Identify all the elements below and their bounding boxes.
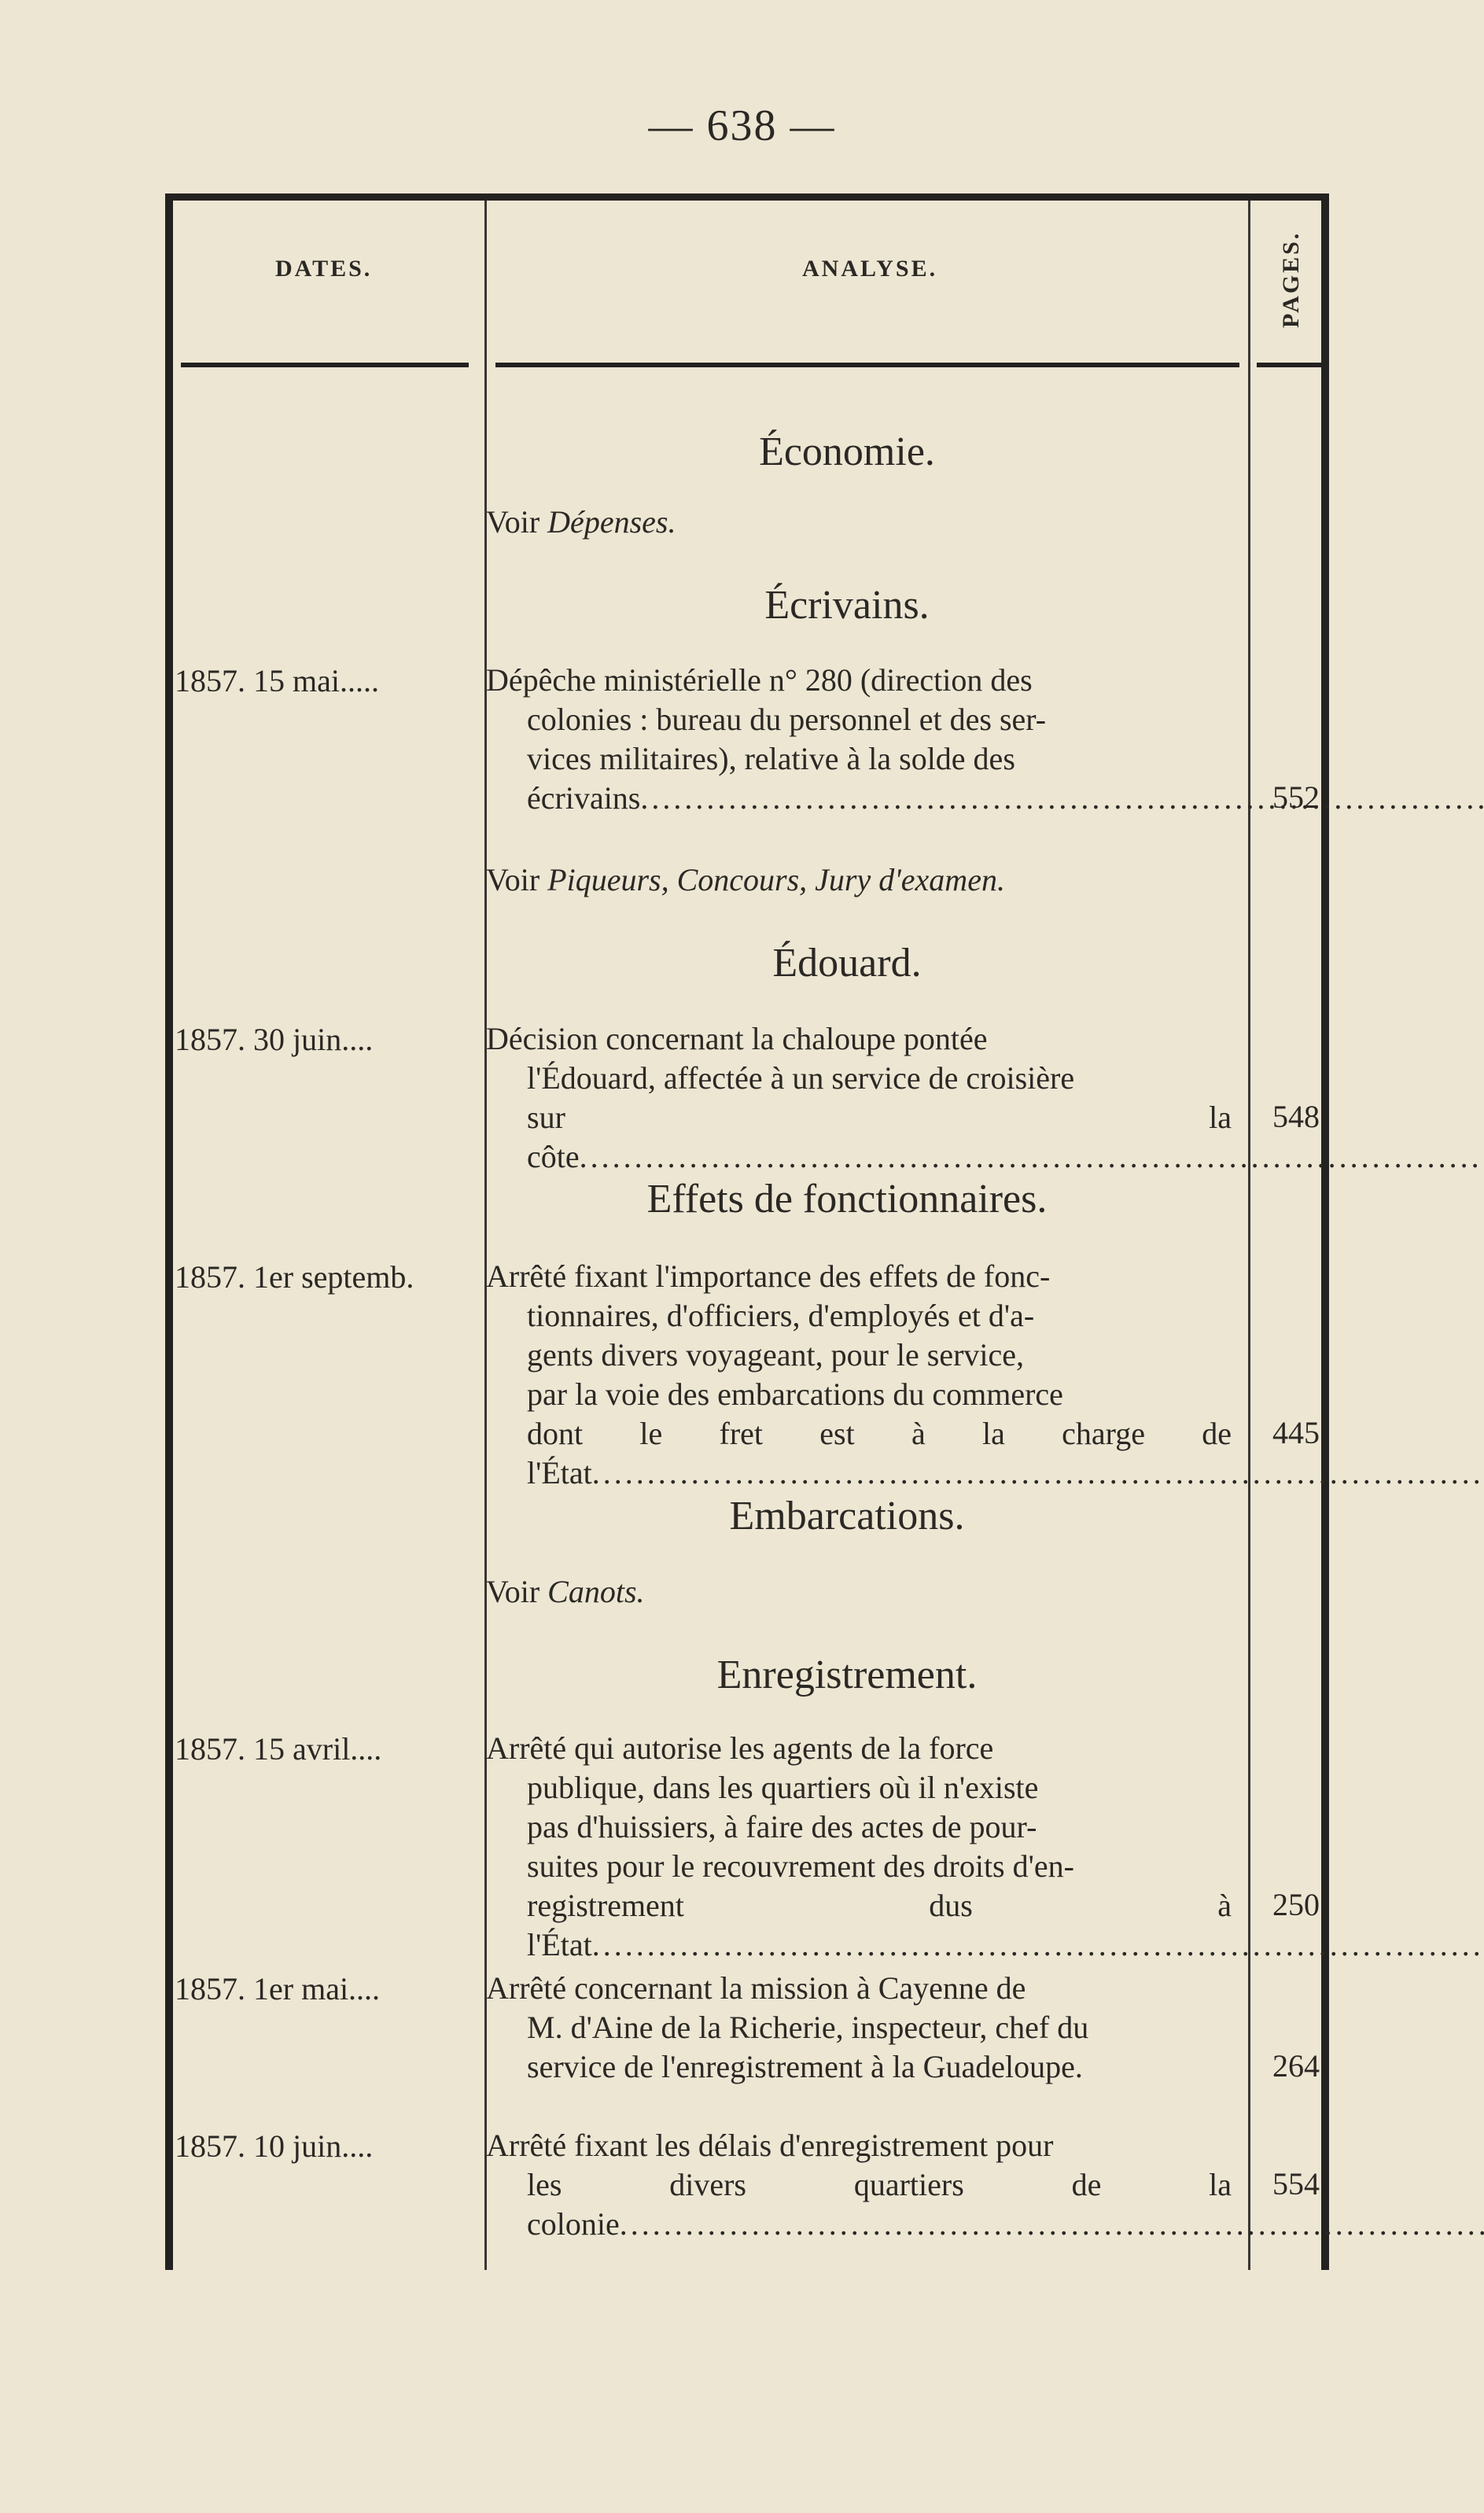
entry-page: 552 <box>1272 779 1320 815</box>
column-header-analyse: ANALYSE. <box>802 256 938 282</box>
entry-analysis: Décision concernant la chaloupe pontée l'Édouard, affectée à un service de croisière sur la côte..... <box>486 1019 1232 1177</box>
entry-page: 445 <box>1272 1415 1320 1450</box>
entry-date: 1857. 30 juin.... <box>175 1022 374 1057</box>
column-header-dates: DATES. <box>275 256 373 282</box>
entry-analysis: Arrêté fixant les délais d'enregistrement pour les divers quartiers de la colonie..... <box>486 2126 1232 2244</box>
section-heading-edouard: Édouard. <box>772 941 922 986</box>
entry-date: 1857. 10 juin.... <box>175 2128 374 2164</box>
entry-date: 1857. 1er septemb. <box>175 1259 414 1295</box>
entry-analysis: Arrêté qui autorise les agents de la force publique, dans les quartiers où il n'existe pas d'huissiers, à faire des actes de pour- suites pour le recouvrement des droits d'en- registrement dus à l'État..... <box>486 1729 1232 1965</box>
section-heading-embarcations: Embarcations. <box>729 1494 965 1538</box>
page-number: — 638 — <box>648 101 836 150</box>
entry-date: 1857. 15 avril.... <box>175 1731 382 1767</box>
section-heading-economie: Économie. <box>759 429 935 474</box>
entry-analysis: Arrêté fixant l'importance des effets de fonc- tionnaires, d'officiers, d'employés et d'a- gents divers voyageant, pour le service, par la voie des embarcations du commerce dont le fret est à la charge de l'État..... <box>486 1257 1232 1493</box>
header-rule <box>495 363 1239 367</box>
section-heading-effets: Effets de fonctionnaires. <box>646 1177 1048 1221</box>
entry-analysis: Dépêche ministérielle n° 280 (direction des colonies : bureau du personnel et des ser- vices militaires), relative à la solde des écrivains..... <box>486 661 1232 818</box>
see-also: Voir Dépenses. <box>486 504 676 540</box>
see-also: Voir Piqueurs, Concours, Jury d'examen. <box>486 862 1005 897</box>
entry-page: 548 <box>1272 1099 1320 1134</box>
section-heading-enregistrement: Enregistrement. <box>716 1653 978 1697</box>
section-heading-ecrivains: Écrivains. <box>764 583 930 628</box>
entry-page: 250 <box>1272 1887 1320 1922</box>
column-header-pages: PAGES. <box>1278 230 1304 328</box>
entry-date: 1857. 1er mai.... <box>175 1971 381 2006</box>
see-also: Voir Canots. <box>486 1574 645 1609</box>
header-rule <box>1257 363 1324 367</box>
entry-analysis: Arrêté concernant la mission à Cayenne de M. d'Aine de la Richerie, inspecteur, chef du service de l'enregistrement à la Guadeloupe. <box>486 1970 1089 2084</box>
entry-date: 1857. 15 mai..... <box>175 663 379 698</box>
header-rule <box>181 363 469 367</box>
entry-page: 554 <box>1272 2166 1320 2202</box>
entry-page: 264 <box>1272 2048 1320 2084</box>
